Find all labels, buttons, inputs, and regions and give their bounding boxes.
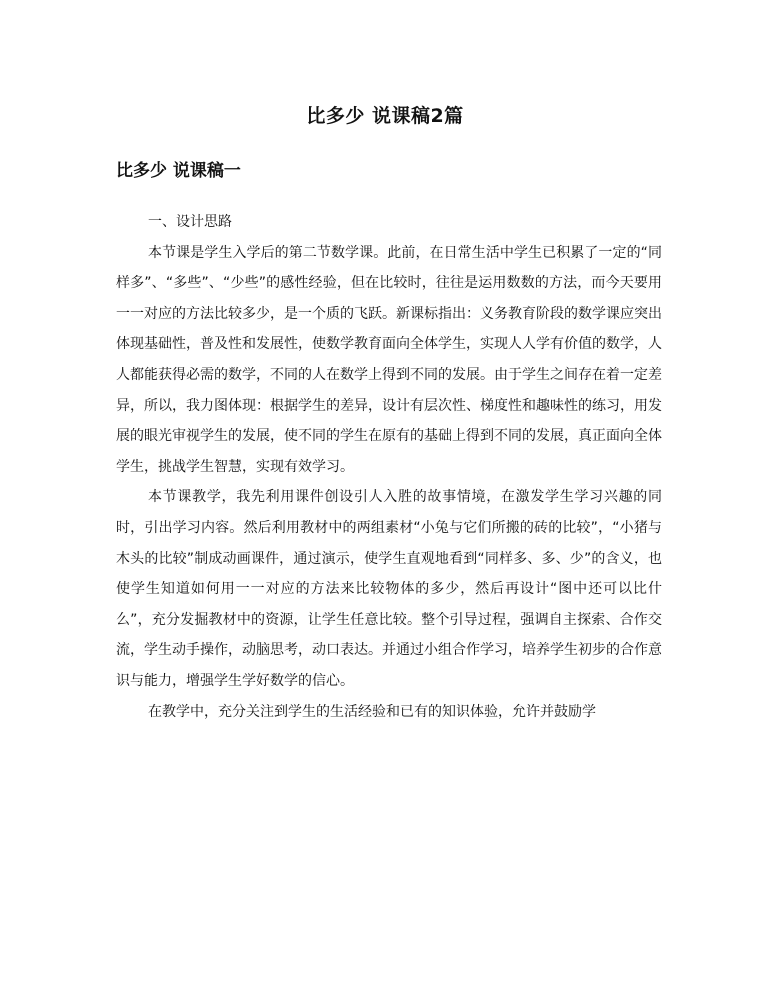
section-heading: 比多少 说课稿一 (116, 161, 241, 181)
paragraph-3: 在教学中，充分关注到学生的生活经验和已有的知识体验，允许并鼓励学 (148, 703, 596, 720)
body-text (116, 207, 662, 727)
paragraph-2: 本节课教学，我先利用课件创设引人入胜的故事情境，在激发学生学习兴趣的同时，引出学习内容。然后利用教材中的两组素材“小兔与它们所搬的砖的比较”，“小猪与木头的比较”制成动画课件，通过演示，使学生直观地看到“同样多、多、少”的含义，也使学生知道如何用一一对应的方法来比较物体的多少，然后再设计“图中还可以比什么”，充分发掘教材中的资源，让学生任意比较。整个引导过程，强调自主探索、合作交流，学生动手操作，动脑思考，动口表达。并通过小组合作学习，培养学生初步的合作意识与能力，增强学生学好数学的信心。 (116, 489, 662, 689)
subheading-design-thinking: 一、设计思路 (148, 214, 232, 230)
paragraph-1: 本节课是学生入学后的第二节数学课。此前，在日常生活中学生已积累了一定的“同样多”、“多些”、“少些”的感性经验，但在比较时，往往是运用数数的方法，而今天要用一一对应的方法比较多少，是一个质的飞跃。新课标指出：义务教育阶段的数学课应突出体现基础性，普及性和发展性，使数学教育面向全体学生，实现人人学有价值的数学，人人都能获得必需的数学，不同的人在数学上得到不同的发展。由于学生之间存在着一定差异，所以，我力图体现：根据学生的差异，设计有层次性、梯度性和趣味性的练习，用发展的眼光审视学生的发展，使不同的学生在原有的基础上得到不同的发展，真正面向全体学生，挑战学生智慧，实现有效学习。 (116, 244, 662, 475)
document-title: 比多少 说课稿2篇 (306, 105, 464, 127)
